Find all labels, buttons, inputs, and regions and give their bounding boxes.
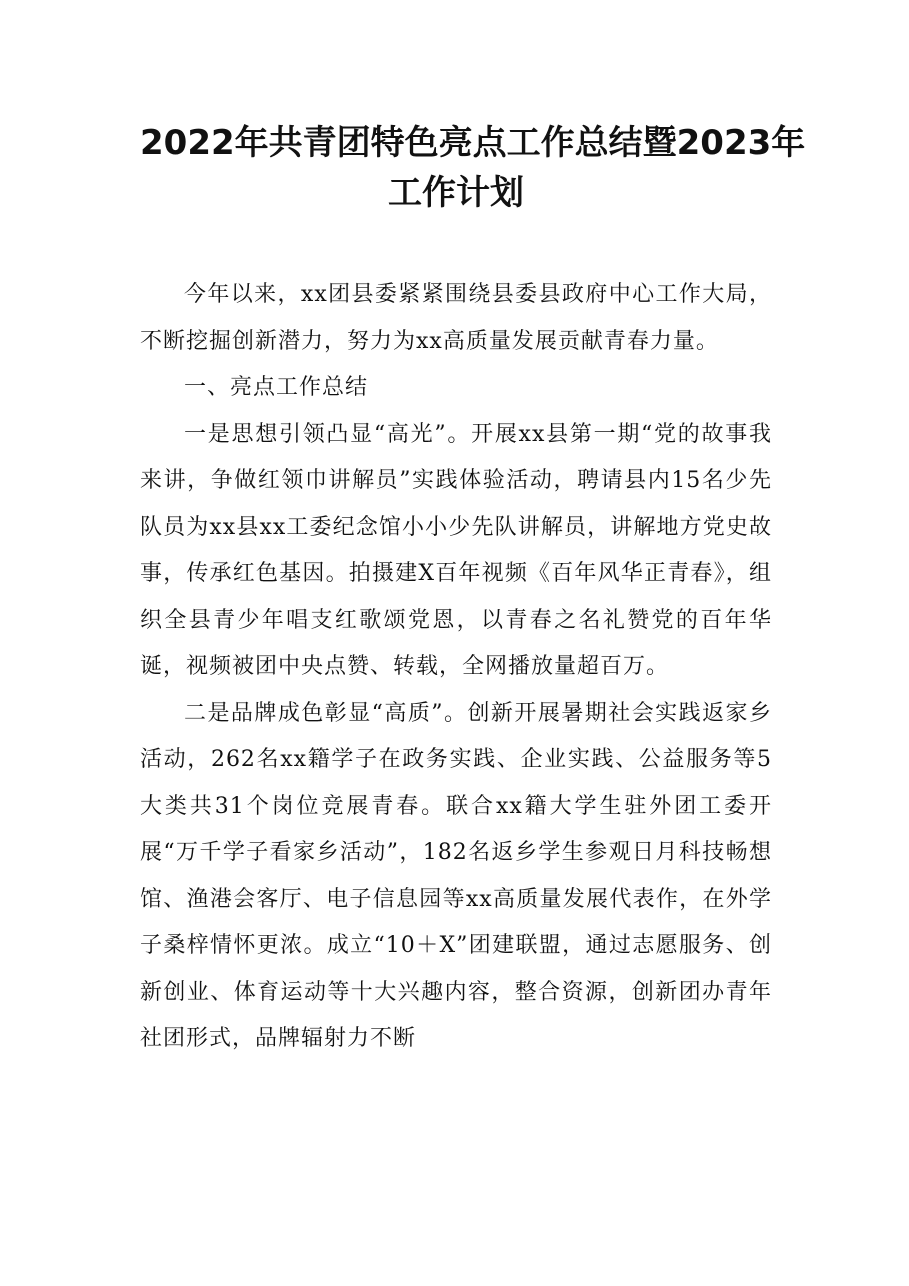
intro-paragraph: 今年以来，xx团县委紧紧围绕县委县政府中心工作大局，不断挖掘创新潜力，努力为xx高质量发展贡献青春力量。	[140, 282, 772, 354]
document-body	[140, 272, 772, 1063]
title-line-2: 工作计划	[388, 173, 524, 213]
title-line-1: 2022年共青团特色亮点工作总结暨2023年	[140, 123, 806, 163]
paragraph-brand-quality: 二是品牌成色彰显“高质”。创新开展暑期社会实践返家乡活动，262名xx籍学子在政务实践、企业实践、公益服务等5大类共31个岗位竞展青春。联合xx籍大学生驻外团工委开展“万千学子看家乡活动”，182名返乡学生参观日月科技畅想馆、渔港会客厅、电子信息园等xx高质量发展代表作，在外学子桑梓情怀更浓。成立“10＋X”团建联盟，通过志愿服务、创新创业、体育运动等十大兴趣内容，整合资源，创新团办青年社团形式，品牌辐射力不断	[140, 700, 772, 1051]
document-title	[140, 118, 806, 218]
document-page	[140, 118, 806, 1063]
section-heading: 一、亮点工作总结	[184, 375, 369, 400]
paragraph-thought-leadership: 一是思想引领凸显“高光”。开展xx县第一期“党的故事我来讲，争做红领巾讲解员”实践体验活动，聘请县内15名少先队员为xx县xx工委纪念馆小小少先队讲解员，讲解地方党史故事，传承红色基因。拍摄建X百年视频《百年风华正青春》，组织全县青少年唱支红歌颂党恩，以青春之名礼赞党的百年华诞，视频被团中央点赞、转载，全网播放量超百万。	[140, 421, 772, 679]
